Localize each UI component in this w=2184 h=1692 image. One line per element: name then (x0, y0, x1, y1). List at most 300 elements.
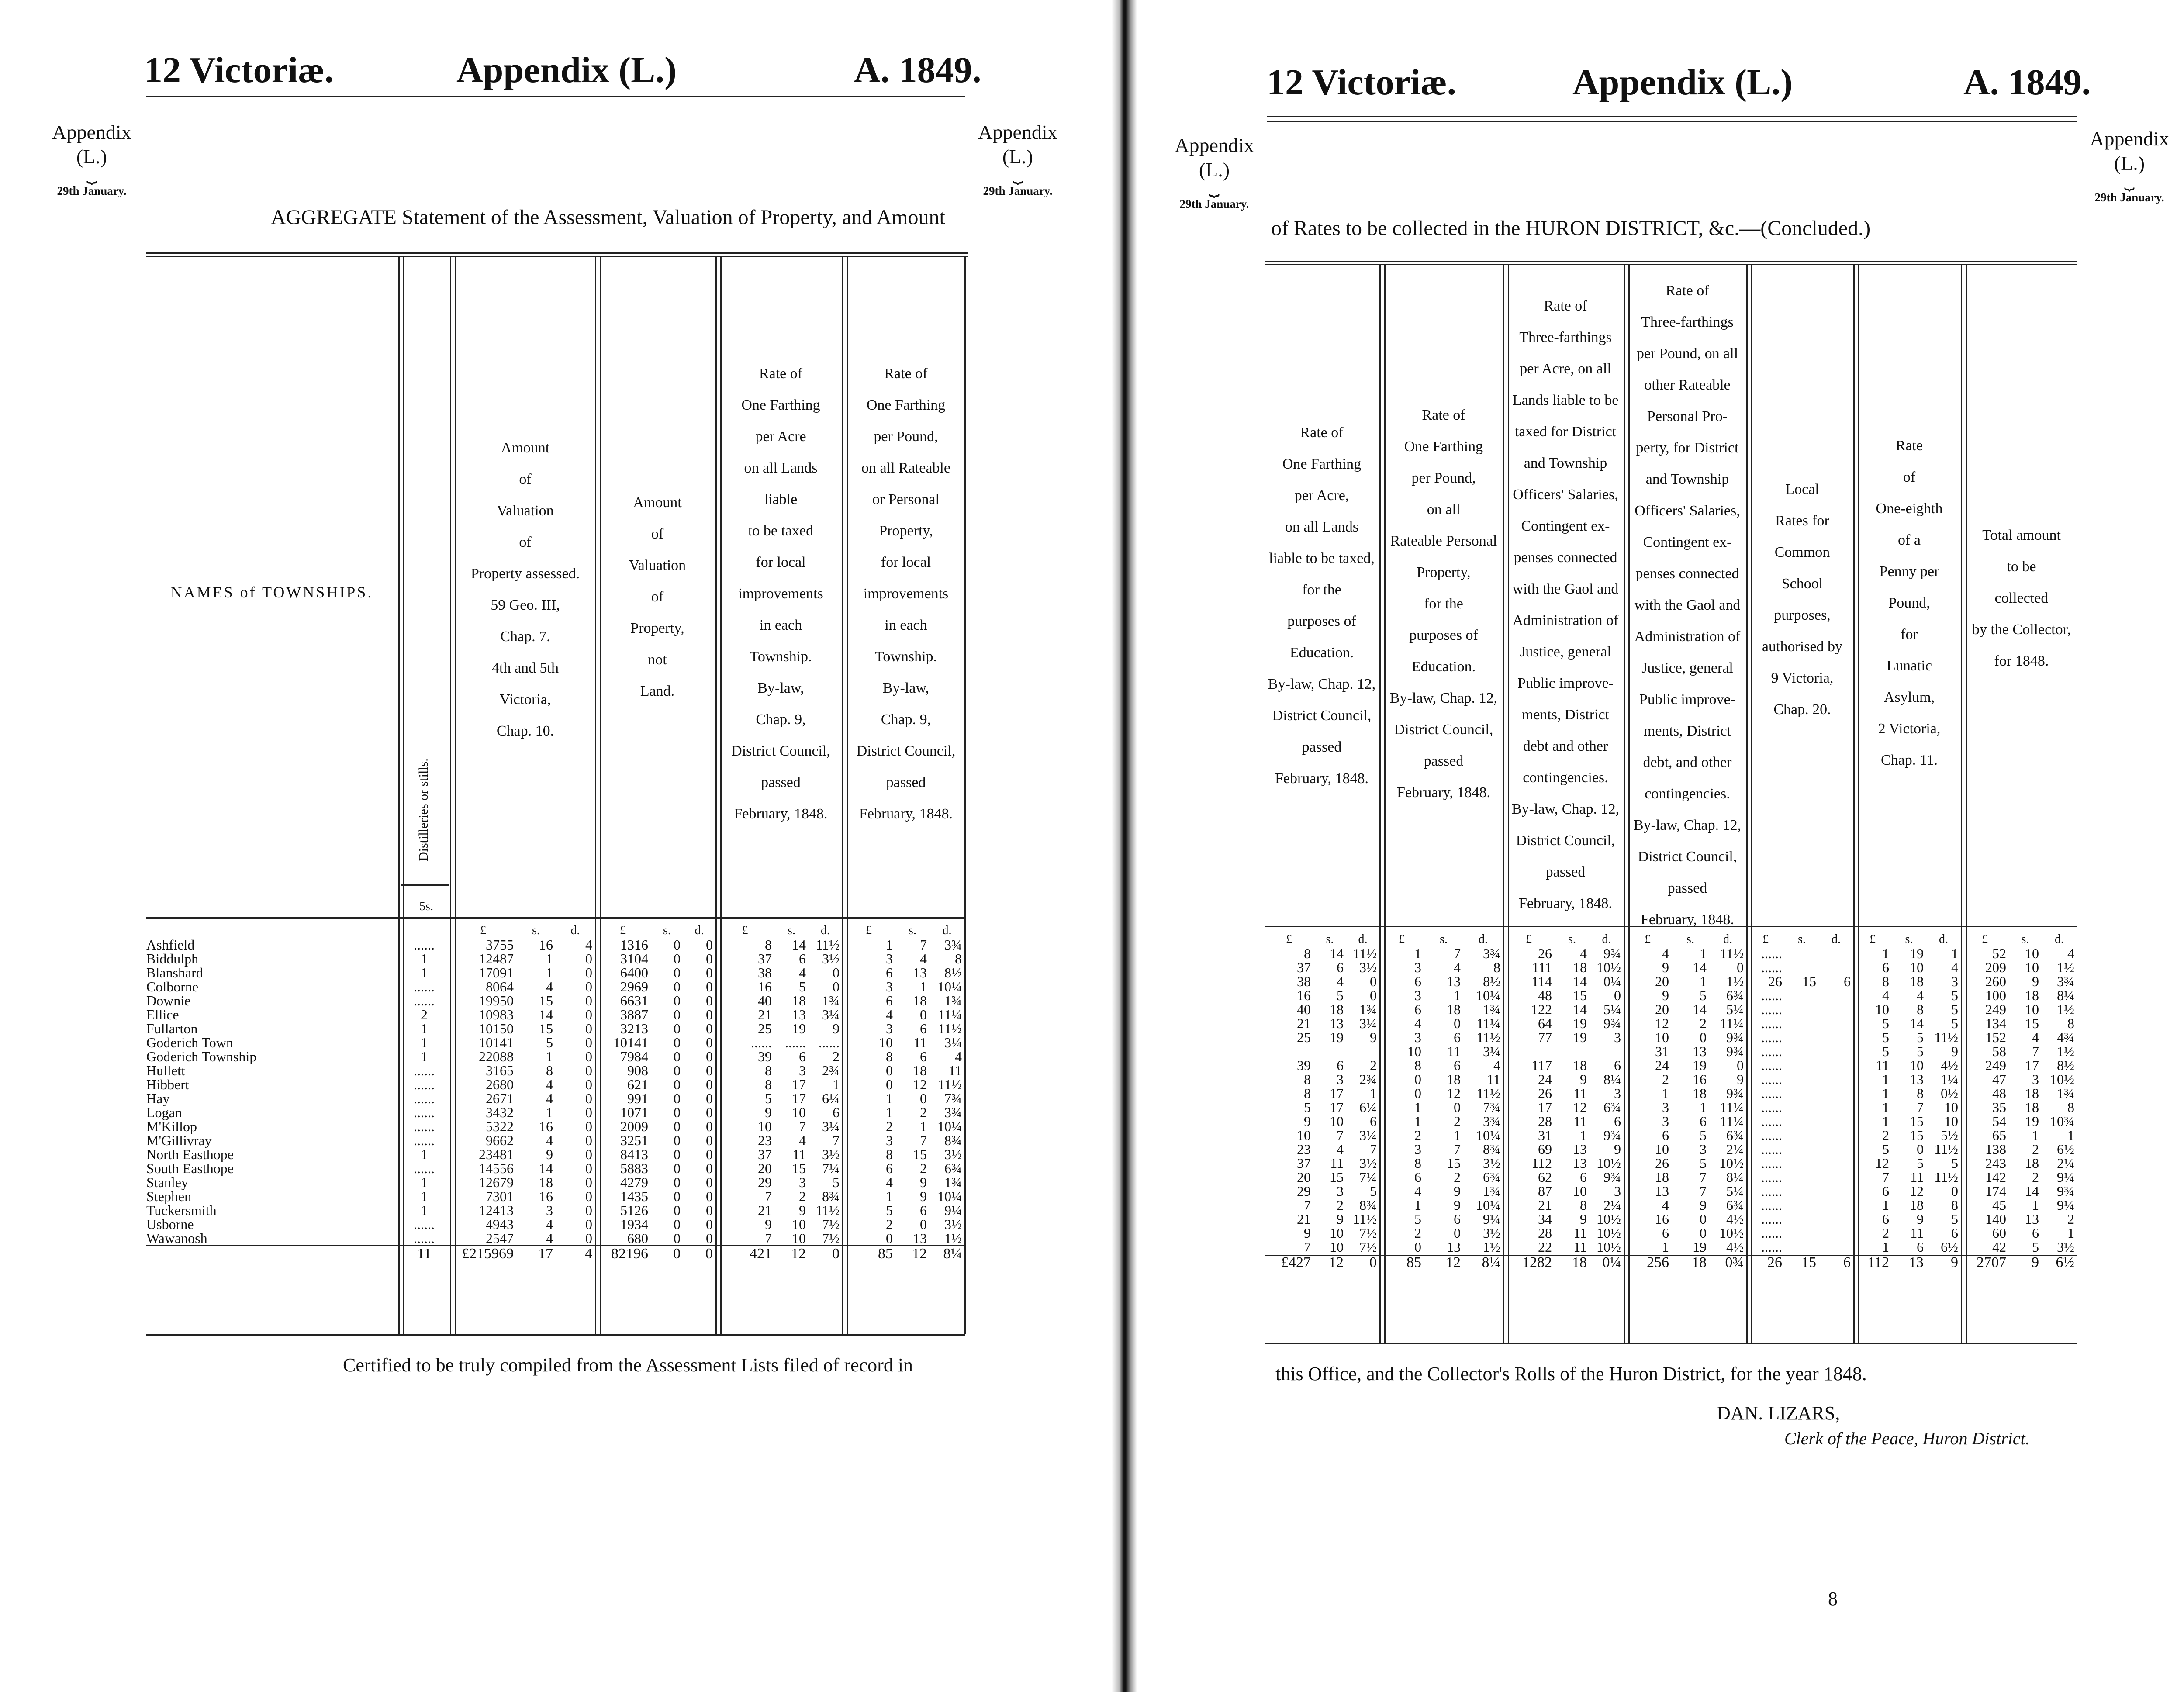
table-cell: 1435 (620, 1188, 648, 1204)
table-cell: 5883 (620, 1160, 648, 1176)
table-cell: 40 (758, 993, 772, 1008)
table-cell: 6¾ (1726, 1127, 1744, 1143)
table-cell: 10141 (479, 1035, 514, 1050)
total-cell: £215969 (450, 1246, 516, 1261)
unit-cell: £ (1870, 932, 1876, 946)
table-cell: ...... (414, 1230, 435, 1246)
table-cell: 7 (833, 1133, 840, 1148)
table-cell: 1 (421, 1049, 428, 1064)
table-cell: 0 (585, 1035, 592, 1050)
table-cell: 8¼ (2057, 988, 2074, 1003)
table-cell: 14556 (479, 1160, 514, 1176)
table-row (1265, 1184, 2077, 1198)
table-cell: 10 (1910, 1057, 1924, 1073)
table-cell: 0 (706, 965, 713, 981)
unit-cell: s. (909, 924, 916, 937)
table-cell: 26 (1538, 946, 1552, 961)
table-cell: 7 (1304, 1239, 1311, 1255)
township-name: M'Killop (146, 1119, 197, 1134)
table-cell: 48 (1538, 988, 1552, 1003)
table-cell: 13 (1447, 1239, 1461, 1255)
table-cell: 26 (1768, 974, 1782, 989)
table-cell: 8 (955, 951, 962, 967)
table-cell: 3 (1614, 1029, 1621, 1045)
table-cell: 10141 (613, 1035, 648, 1050)
table-cell: 2 (833, 1049, 840, 1064)
table-cell: 7½ (822, 1230, 840, 1246)
table-cell: 2680 (486, 1077, 514, 1092)
table-cell: 0 (674, 1188, 681, 1204)
table-cell: 4 (546, 1133, 553, 1148)
table-cell: 1 (1700, 1099, 1707, 1115)
table-cell: 3½ (2057, 1239, 2074, 1255)
table-cell: ...... (1761, 1127, 1782, 1143)
unit-cell: s. (532, 924, 540, 937)
table-cell: 1 (920, 979, 927, 994)
table-cell: 37 (1297, 1155, 1311, 1171)
table-cell: 9 (2032, 974, 2039, 989)
table-cell: 6¾ (1483, 1169, 1500, 1185)
table-row (146, 1036, 964, 1050)
table-cell: 10¼ (937, 1119, 962, 1134)
total-cell: 11 (398, 1246, 450, 1261)
table-cell: 4 (546, 979, 553, 994)
table-cell: ...... (1761, 1071, 1782, 1087)
table-cell: 9¾ (1603, 1015, 1621, 1031)
table-cell: 11½ (1353, 1211, 1377, 1227)
table-cell: 2¾ (822, 1063, 840, 1078)
table-cell: 1316 (620, 937, 648, 953)
table-cell: 1¾ (1359, 1001, 1377, 1017)
table-cell: 5 (1951, 988, 1958, 1003)
table-cell: 3 (1414, 960, 1421, 975)
table-cell: 3 (1337, 1183, 1344, 1199)
table-cell: 249 (1985, 1001, 2006, 1017)
table-cell: 0 (1414, 1239, 1421, 1255)
table-cell: 0 (706, 993, 713, 1008)
table-cell: 2 (1414, 1225, 1421, 1241)
total-cell: 9 (2009, 1255, 2042, 1270)
table-cell: 0 (674, 1049, 681, 1064)
table-cell: 6 (799, 951, 806, 967)
table-cell: 5¼ (1726, 1001, 1744, 1017)
table-cell: 15 (1802, 974, 1816, 989)
table-cell: 134 (1985, 1015, 2006, 1031)
table-cell: 18 (1573, 1057, 1587, 1073)
table-cell: 10 (1330, 1225, 1344, 1241)
table-cell: ...... (785, 1035, 806, 1050)
table-cell: 6 (1414, 1169, 1421, 1185)
table-cell: 2 (1454, 1113, 1461, 1129)
total-cell: 12 (774, 1246, 809, 1261)
table-cell: 0 (706, 1035, 713, 1050)
table-cell: 6631 (620, 993, 648, 1008)
total-cell: 421 (715, 1246, 774, 1261)
table-cell: 2¼ (2057, 1155, 2074, 1171)
table-cell: 1 (886, 937, 893, 953)
table-cell: 4 (799, 965, 806, 981)
table-row (146, 1119, 964, 1133)
table-cell: 0 (585, 1021, 592, 1036)
table-cell: 1½ (2057, 1001, 2074, 1017)
table-cell (1819, 988, 1853, 1002)
table-cell: 6 (920, 1049, 927, 1064)
table-cell: 5 (765, 1091, 772, 1106)
table-cell: 15 (1910, 1113, 1924, 1129)
table-cell: 10 (792, 1230, 806, 1246)
table-cell: 4 (546, 1077, 553, 1092)
table-cell: 10 (1330, 1113, 1344, 1129)
total-cell: 0 (683, 1246, 715, 1261)
table-cell: 15 (1910, 1127, 1924, 1143)
table-cell: 3¾ (1483, 1113, 1500, 1129)
table-cell: 10 (1573, 1183, 1587, 1199)
table-cell: 0 (585, 1091, 592, 1106)
total-cell: 82196 (595, 1246, 651, 1261)
table-cell: 1 (2067, 1127, 2074, 1143)
table-cell: 10¼ (937, 979, 962, 994)
table-cell: 10 (2025, 946, 2039, 961)
table-cell: 39 (758, 1049, 772, 1064)
table-cell: 0 (920, 1216, 927, 1232)
table-cell: 14 (1573, 974, 1587, 989)
table-cell: 1 (546, 951, 553, 967)
table-cell: 11 (1573, 1225, 1587, 1241)
table-cell: 8½ (1483, 974, 1500, 989)
table-cell: 0 (674, 1119, 681, 1134)
table-cell: 0 (585, 1160, 592, 1176)
table-cell: 0½ (1941, 1085, 1958, 1101)
table-cell: 13 (1330, 1015, 1344, 1031)
table-cell: 23 (1297, 1141, 1311, 1157)
header-year: A. 1849. (854, 50, 981, 90)
unit-cell: d. (1939, 932, 1948, 946)
table-cell: 9 (1580, 1211, 1587, 1227)
table-cell: 7 (920, 937, 927, 953)
table-cell: 0 (674, 1091, 681, 1106)
table-cell: 3½ (822, 1146, 840, 1162)
unit-cell: d. (1358, 932, 1368, 946)
table-cell: 3887 (620, 1007, 648, 1022)
table-cell: 991 (627, 1091, 648, 1106)
table-cell: 16 (1297, 988, 1311, 1003)
unit-cell: s. (1440, 932, 1448, 946)
table-cell: 9 (1700, 1197, 1707, 1213)
total-cell: 256 (1624, 1255, 1672, 1270)
table-cell: 0 (706, 979, 713, 994)
table-cell: 0 (585, 951, 592, 967)
total-cell: 8¼ (930, 1246, 964, 1261)
table-cell: ...... (1761, 988, 1782, 1003)
table-row (146, 1217, 964, 1231)
table-cell: 1¾ (822, 993, 840, 1008)
table-cell: 0 (1454, 1099, 1461, 1115)
table-cell: 0 (674, 1063, 681, 1078)
table-cell: 21 (1538, 1197, 1552, 1213)
table-cell: 3 (886, 1133, 893, 1148)
table-cell: 13 (1693, 1043, 1707, 1059)
table-row (1265, 1030, 2077, 1044)
table-cell: 10 (1944, 1113, 1958, 1129)
table-cell: 1 (546, 965, 553, 981)
brace-icon: ⏟ (2124, 170, 2135, 190)
township-name: Wawanosh (146, 1230, 207, 1246)
table-cell: 6 (1337, 960, 1344, 975)
table-cell: 0 (674, 1035, 681, 1050)
table-cell: 908 (627, 1063, 648, 1078)
total-cell: £427 (1265, 1255, 1313, 1270)
table-cell: 6 (1580, 1169, 1587, 1185)
table-cell: 28 (1538, 1225, 1552, 1241)
table-cell: 2 (1700, 1015, 1707, 1031)
table-cell: 4 (1493, 1057, 1500, 1073)
table-cell: 15 (1573, 988, 1587, 1003)
table-cell: 1 (1370, 1085, 1377, 1101)
table-row (1265, 1114, 2077, 1128)
table-cell: 18 (539, 1174, 553, 1190)
table-cell: 7 (920, 1133, 927, 1148)
table-cell: 6¾ (1603, 1099, 1621, 1115)
table-cell: 0 (886, 1063, 893, 1078)
table-cell: 7 (1454, 1141, 1461, 1157)
table-cell: 11½ (816, 937, 840, 953)
table-row (146, 1022, 964, 1036)
table-cell (1819, 960, 1853, 974)
table-cell: 260 (1985, 974, 2006, 989)
table-cell: 9 (1917, 1211, 1924, 1227)
table-cell: 4 (585, 937, 592, 953)
table-row (146, 1147, 964, 1161)
table-cell: 26 (1655, 1155, 1669, 1171)
table-row (1265, 1100, 2077, 1114)
table-cell: 25 (1297, 1029, 1311, 1045)
table-cell: 3165 (486, 1063, 514, 1078)
col-head-not-land: Amount of Valuation of Property, not Land. (629, 494, 686, 699)
table-cell: 3½ (1359, 1155, 1377, 1171)
table-cell: 0 (706, 1049, 713, 1064)
table-cell: 2 (1882, 1225, 1889, 1241)
table-cell: 3 (886, 951, 893, 967)
certified-text: this Office, and the Collector's Rolls of the Huron District, for the year 1848. (1275, 1363, 1867, 1385)
table-cell (1785, 1058, 1819, 1072)
table-cell: 11½ (1720, 946, 1744, 961)
table-cell: 17 (1330, 1085, 1344, 1101)
table-cell: 0¼ (1603, 974, 1621, 989)
table-cell: 1 (1882, 1239, 1889, 1255)
table-row (1265, 960, 2077, 974)
table-cell: 1 (1882, 1071, 1889, 1087)
unit-cell: d. (2055, 932, 2064, 946)
table-cell: 0 (1917, 1141, 1924, 1157)
table-cell: ...... (1761, 1225, 1782, 1241)
table-cell: 0 (674, 1230, 681, 1246)
table-cell: 11¼ (938, 1007, 962, 1022)
table-cell: 5 (1882, 1043, 1889, 1059)
table-cell: 18 (1330, 1001, 1344, 1017)
table-cell: 3 (1662, 1099, 1669, 1115)
table-cell: 5 (1917, 1043, 1924, 1059)
table-cell: 2 (1662, 1071, 1669, 1087)
table-cell: 15 (1447, 1155, 1461, 1171)
table-cell (1785, 1100, 1819, 1114)
table-cell: 12 (1910, 1183, 1924, 1199)
total-cell: 0¾ (1709, 1255, 1746, 1270)
table-row (1265, 1128, 2077, 1142)
table-cell: 24 (1538, 1071, 1552, 1087)
table-cell: 48 (1992, 1085, 2006, 1101)
table-cell: ...... (1761, 1085, 1782, 1101)
table-cell: 111 (1532, 960, 1552, 975)
table-cell: 8½ (944, 965, 962, 981)
table-cell: 3 (1951, 974, 1958, 989)
table-cell: ...... (414, 1063, 435, 1078)
table-cell: 0 (585, 1230, 592, 1246)
table-cell: 1 (1882, 1113, 1889, 1129)
table-cell: 4½ (1726, 1211, 1744, 1227)
table-cell: 38 (758, 965, 772, 981)
table-cell: 5½ (1941, 1127, 1958, 1143)
table-cell: 3 (799, 1063, 806, 1078)
table-cell: 22 (1538, 1239, 1552, 1255)
table-cell: 18 (2025, 988, 2039, 1003)
table-cell: 7 (765, 1230, 772, 1246)
table-cell: 2¾ (1359, 1071, 1377, 1087)
table-cell: 3432 (486, 1105, 514, 1120)
unit-cell: d. (695, 924, 704, 937)
table-cell: 7 (2032, 1043, 2039, 1059)
table-cell: 64 (1538, 1015, 1552, 1031)
table-cell: 11½ (938, 1077, 962, 1092)
table-cell: 3¼ (822, 1119, 840, 1134)
table-cell: 6 (1882, 1211, 1889, 1227)
table-cell: 19 (1573, 1015, 1587, 1031)
table-cell: 0 (674, 993, 681, 1008)
table-cell: 5 (2032, 1239, 2039, 1255)
table-cell: 0 (706, 1091, 713, 1106)
table-cell: 8 (765, 937, 772, 953)
table-cell: 2 (2032, 1141, 2039, 1157)
table-cell: 0 (674, 965, 681, 981)
table-cell: 12 (1573, 1099, 1587, 1115)
table-cell: 5 (833, 1174, 840, 1190)
table-cell: ...... (1761, 1043, 1782, 1059)
table-cell: 3 (1414, 988, 1421, 1003)
table-cell: 1 (421, 1146, 428, 1162)
table-cell: 16 (539, 1119, 553, 1134)
table-cell: 1½ (2057, 1043, 2074, 1059)
table-cell: 9¾ (1726, 1029, 1744, 1045)
table-cell: 4 (546, 1216, 553, 1232)
table-cell: 1 (546, 1105, 553, 1120)
table-cell: 5 (799, 979, 806, 994)
table-cell: 8 (1493, 960, 1500, 975)
table-cell: 5 (1414, 1211, 1421, 1227)
unit-cell: s. (1326, 932, 1334, 946)
table-cell: 6½ (2057, 1141, 2074, 1157)
table-cell: 8 (1414, 1155, 1421, 1171)
table-cell: 8 (1304, 1085, 1311, 1101)
table-cell: 45 (1992, 1197, 2006, 1213)
table-cell: 1 (886, 1188, 893, 1204)
table-cell: 10½ (1597, 1239, 1621, 1255)
table-cell (1313, 1044, 1346, 1058)
margin-note-right: Appendix (L.) ⏟ 29th January. (2079, 127, 2180, 210)
table-row (1265, 1016, 2077, 1030)
table-cell: 15 (1330, 1169, 1344, 1185)
table-row (1265, 1240, 2077, 1255)
table-cell: 6 (799, 1049, 806, 1064)
table-cell: 69 (1538, 1141, 1552, 1157)
table-cell: 4 (955, 1049, 962, 1064)
table-cell (1785, 1156, 1819, 1170)
table-cell: 0 (886, 1230, 893, 1246)
table-cell: 11 (948, 1063, 962, 1078)
table-cell: 10½ (1597, 1155, 1621, 1171)
table-cell: 29 (1297, 1183, 1311, 1199)
table-cell: 4 (2067, 946, 2074, 961)
table-cell: 3 (1614, 1085, 1621, 1101)
table-cell: 0 (1454, 1225, 1461, 1241)
table-cell: 9 (765, 1216, 772, 1232)
table-row (1265, 1058, 2077, 1072)
table-cell: 0 (1370, 988, 1377, 1003)
table-cell (1819, 1044, 1853, 1058)
table-cell (1819, 1002, 1853, 1016)
table-cell: 26 (1538, 1085, 1552, 1101)
table-cell: 7 (1700, 1183, 1707, 1199)
table-cell: 14 (1573, 1001, 1587, 1017)
table-cell: 0 (706, 1160, 713, 1176)
table-cell: 12413 (479, 1202, 514, 1218)
table-cell: ...... (414, 1119, 435, 1134)
units-row (146, 924, 964, 938)
brace-icon: ⏟ (86, 164, 97, 183)
table-cell (1785, 1016, 1819, 1030)
table-cell: 22088 (479, 1049, 514, 1064)
total-cell: 1282 (1503, 1255, 1555, 1270)
table-cell: 10¼ (937, 1188, 962, 1204)
table-cell: 4 (1580, 946, 1587, 961)
table-cell: 2671 (486, 1091, 514, 1106)
table-row (146, 1161, 964, 1175)
table-cell: 4 (886, 1007, 893, 1022)
table-cell: 8 (765, 1063, 772, 1078)
table-cell (1503, 1044, 1555, 1058)
table-cell: 9¾ (1603, 1127, 1621, 1143)
table-cell: 13 (1447, 974, 1461, 989)
table-row (1265, 1156, 2077, 1170)
table-cell: 7301 (486, 1188, 514, 1204)
table-cell: 6 (833, 1105, 840, 1120)
table-cell: 11½ (938, 1021, 962, 1036)
table-cell: 11½ (1353, 946, 1377, 961)
table-cell: 5 (1951, 1015, 1958, 1031)
table-cell: 0 (585, 993, 592, 1008)
header-session: 12 Victoriæ. (144, 50, 334, 90)
table-cell: 6¾ (944, 1160, 962, 1176)
table-cell: 3¼ (1359, 1127, 1377, 1143)
township-name: Downie (146, 993, 191, 1008)
table-cell: 6 (1662, 1127, 1669, 1143)
table-cell: 31 (1655, 1043, 1669, 1059)
table-cell: ...... (414, 937, 435, 953)
table-cell: 0 (1737, 960, 1744, 975)
table-cell: 31 (1538, 1127, 1552, 1143)
table-cell (1785, 1030, 1819, 1044)
table-cell: 4 (1414, 1015, 1421, 1031)
table-cell: 19 (1693, 1239, 1707, 1255)
total-cell: 0¼ (1590, 1255, 1624, 1270)
